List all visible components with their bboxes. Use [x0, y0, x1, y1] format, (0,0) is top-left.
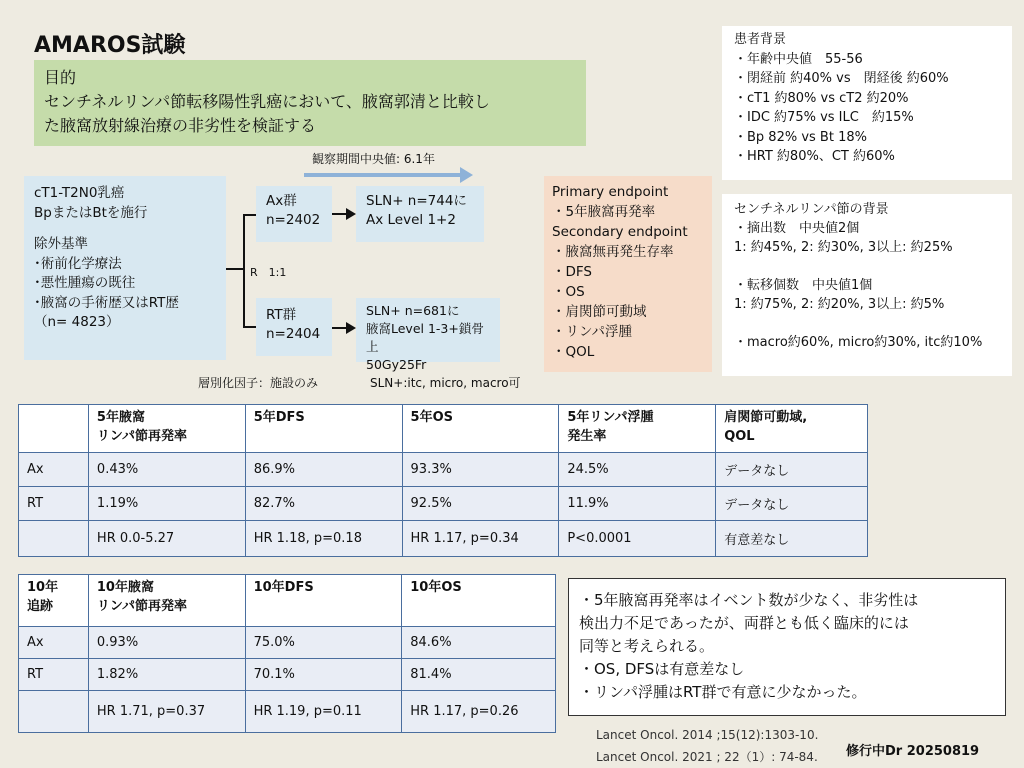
table-cell: HR 0.0-5.27: [88, 521, 245, 557]
table-header-cell: 肩関節可動域, QOL: [716, 405, 868, 453]
arm-ax-n: n=2402: [266, 212, 321, 228]
population-line: ･悪性腫瘍の既往: [34, 275, 136, 291]
table-header-cell: 10年OS: [402, 575, 556, 627]
table-cell: 0.43%: [88, 453, 245, 487]
table-cell: P<0.0001: [559, 521, 716, 557]
sln-background-line: ・摘出数 中央値2個: [734, 221, 860, 236]
table-header-cell: 5年DFS: [245, 405, 402, 453]
population-line: cT1-T2N0乳癌: [34, 185, 125, 201]
table-header-cell: 5年腋窩 リンパ節再発率: [88, 405, 245, 453]
table-header-cell: 10年腋窩 リンパ節再発率: [88, 575, 245, 627]
population-line: BpまたはBtを施行: [34, 204, 148, 221]
arrow-right-icon: [346, 322, 356, 334]
table-header-cell: [19, 405, 89, 453]
endpoint-line: ・QOL: [552, 344, 595, 360]
author-signature: 修行中Dr 20250819: [846, 744, 980, 759]
table-cell: HR 1.18, p=0.18: [245, 521, 402, 557]
sln-background-line: [734, 257, 1000, 276]
sln-rt-line: 50Gy25Fr: [366, 357, 427, 372]
arm-rt-name: RT群: [266, 307, 297, 323]
connector-line: [243, 214, 245, 328]
table-cell: 75.0%: [245, 627, 402, 659]
table-cell: [19, 691, 89, 733]
table-cell: データなし: [716, 487, 868, 521]
purpose-label: 目的: [44, 68, 77, 87]
table-header-cell: 10年DFS: [245, 575, 402, 627]
table-cell: 86.9%: [245, 453, 402, 487]
followup-label: 観察期間中央値: 6.1年: [312, 152, 435, 166]
table-cell: Ax: [19, 627, 89, 659]
endpoints-box: [544, 176, 712, 372]
table-cell: 93.3%: [402, 453, 559, 487]
purpose-line-1: センチネルリンパ節転移陽性乳癌において、腋窩郭清と比較し: [44, 92, 490, 111]
background-line: 患者背景: [734, 32, 787, 47]
conclusion-line: 同等と考えられる。: [579, 637, 715, 655]
background-line: ・閉経前 約40% vs 閉経後 約60%: [734, 71, 949, 86]
table-header-cell: 10年 追跡: [19, 575, 89, 627]
sln-ax-line: SLN+ n=744に: [366, 193, 467, 209]
table-header-cell: 5年リンパ浮腫 発生率: [559, 405, 716, 453]
population-box: [24, 176, 226, 360]
table-cell: RT: [19, 487, 89, 521]
reference: Lancet Oncol. 2021 ; 22（1）: 74-84.: [596, 750, 818, 764]
followup-arrow-line: [304, 173, 462, 177]
followup-arrow-head-icon: [460, 167, 473, 183]
sln-rt-box: [356, 298, 500, 372]
sentinel-node-background-box: [722, 194, 1012, 376]
table-cell: RT: [19, 659, 89, 691]
endpoint-line: Primary endpoint: [552, 184, 669, 200]
table-cell: 1.19%: [88, 487, 245, 521]
conclusion-box: [568, 578, 1006, 716]
table-cell: 1.82%: [88, 659, 245, 691]
sln-ax-line: Ax Level 1+2: [366, 212, 456, 228]
sln-rt-line: SLN+ n=681に: [366, 303, 460, 318]
reference: Lancet Oncol. 2014 ;15(12):1303-10.: [596, 728, 819, 742]
background-line: ・年齢中央値 55-56: [734, 51, 863, 67]
background-line: ・Bp 82% vs Bt 18%: [734, 129, 867, 145]
five-year-results-table: [18, 404, 868, 557]
conclusion-line: 検出力不足であったが、両群とも低く臨床的には: [579, 614, 909, 632]
background-line: ・HRT 約80%、CT 約60%: [734, 149, 895, 164]
population-line: （n= 4823）: [34, 314, 120, 330]
conclusion-line: ・リンパ浮腫はRT群で有意に少なかった。: [579, 683, 867, 701]
endpoint-line: ・OS: [552, 284, 585, 300]
randomization-label: R 1:1: [250, 266, 287, 279]
conclusion-line: ・OS, DFSは有意差なし: [579, 660, 745, 678]
sln-ax-box: [356, 186, 484, 242]
population-line: [34, 223, 216, 235]
sln-rt-line: 腋窩Level 1-3+鎖骨上: [366, 321, 484, 354]
arrow-right-icon: [346, 208, 356, 220]
arm-rt-n: n=2404: [266, 326, 321, 342]
table-cell: 有意差なし: [716, 521, 868, 557]
arm-ax-name: Ax群: [266, 193, 297, 209]
connector-line: [243, 214, 256, 216]
table-row: [19, 521, 868, 557]
population-line: ･術前化学療法: [34, 255, 122, 272]
endpoint-line: ・5年腋窩再発率: [552, 204, 656, 220]
table-cell: [19, 521, 89, 557]
background-line: ・cT1 約80% vs cT2 約20%: [734, 90, 909, 106]
table-cell: HR 1.71, p=0.37: [88, 691, 245, 733]
sln-background-line: ・macro約60%, micro約30%, itc約10%: [734, 335, 983, 350]
table-row: [19, 659, 556, 691]
table-row: [19, 487, 868, 521]
stratification-note: 層別化因子：施設のみ: [198, 376, 319, 390]
arm-ax-box: [256, 186, 332, 242]
table-cell: データなし: [716, 453, 868, 487]
table-cell: 82.7%: [245, 487, 402, 521]
endpoint-line: ・DFS: [552, 264, 592, 280]
endpoint-line: Secondary endpoint: [552, 224, 688, 240]
table-row: [19, 453, 868, 487]
table-cell: 0.93%: [88, 627, 245, 659]
table-cell: HR 1.17, p=0.26: [402, 691, 556, 733]
sln-background-line: センチネルリンパ節の背景: [734, 202, 889, 217]
table-row: [19, 691, 556, 733]
table-cell: HR 1.17, p=0.34: [402, 521, 559, 557]
endpoint-line: ・肩関節可動域: [552, 304, 647, 320]
sln-background-line: ・転移個数 中央値1個: [734, 278, 873, 293]
table-row: [19, 627, 556, 659]
page-title: AMAROS試験: [34, 33, 186, 58]
sln-background-line: [734, 314, 1000, 333]
patient-background-box: [722, 26, 1012, 180]
sln-note: SLN+:itc, micro, macro可: [370, 376, 521, 390]
purpose-box: [34, 60, 586, 146]
population-line: 除外基準: [34, 236, 88, 252]
purpose-line-2: た腋窩放射線治療の非劣性を検証する: [44, 116, 317, 135]
ten-year-results-table: [18, 574, 556, 733]
table-cell: 92.5%: [402, 487, 559, 521]
connector-line: [226, 268, 244, 270]
table-cell: HR 1.19, p=0.11: [245, 691, 402, 733]
sln-background-line: 1: 約75%, 2: 約20%, 3以上: 約5%: [734, 297, 945, 312]
connector-line: [243, 326, 256, 328]
table-cell: 24.5%: [559, 453, 716, 487]
table-cell: 84.6%: [402, 627, 556, 659]
arm-rt-box: [256, 298, 332, 356]
table-cell: 70.1%: [245, 659, 402, 691]
table-cell: 11.9%: [559, 487, 716, 521]
endpoint-line: ・リンパ浮腫: [552, 324, 633, 340]
endpoint-line: ・腋窩無再発生存率: [552, 244, 674, 260]
population-line: ･腋窩の手術歴又はRT歴: [34, 294, 179, 311]
table-cell: Ax: [19, 453, 89, 487]
sln-background-line: 1: 約45%, 2: 約30%, 3以上: 約25%: [734, 240, 953, 255]
table-cell: 81.4%: [402, 659, 556, 691]
background-line: ・IDC 約75% vs ILC 約15%: [734, 110, 914, 125]
conclusion-line: ・5年腋窩再発率はイベント数が少なく、非劣性は: [579, 591, 919, 609]
table-header-cell: 5年OS: [402, 405, 559, 453]
